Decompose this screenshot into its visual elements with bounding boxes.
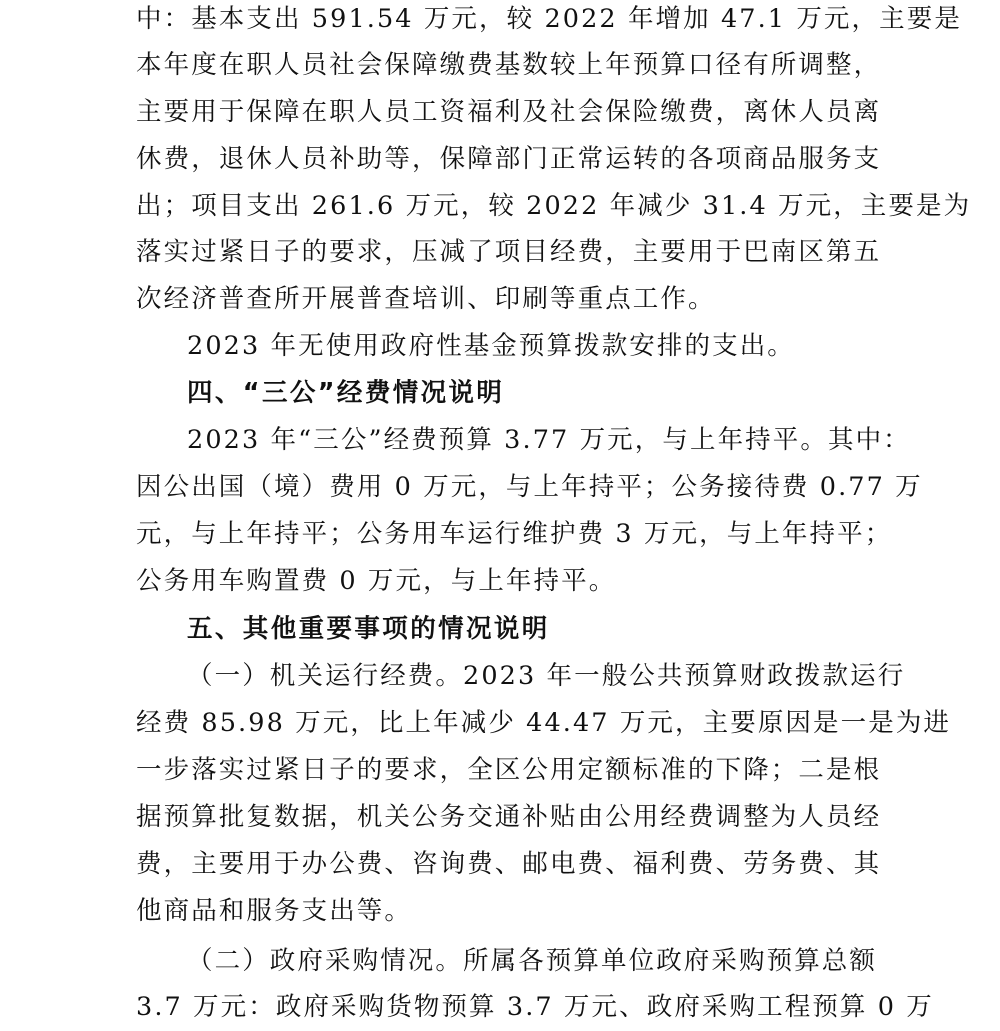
body-text-line: 因公出国（境）费用 0 万元，与上年持平；公务接待费 0.77 万 xyxy=(136,472,923,502)
body-text-line: 费，主要用于办公费、咨询费、邮电费、福利费、劳务费、其 xyxy=(136,849,882,879)
body-text-line: 主要用于保障在职人员工资福利及社会保险缴费，离休人员离 xyxy=(136,97,882,127)
body-text-line: 公务用车购置费 0 万元，与上年持平。 xyxy=(136,566,617,596)
body-text-line: （一）机关运行经费。2023 年一般公共预算财政拨款运行 xyxy=(187,661,906,691)
body-text-line: 休费，退休人员补助等，保障部门正常运转的各项商品服务支 xyxy=(136,144,882,174)
body-text-line: 他商品和服务支出等。 xyxy=(136,896,413,926)
body-text-line: 经费 85.98 万元，比上年减少 44.47 万元，主要原因是一是为进 xyxy=(136,708,952,738)
body-text-line: 次经济普查所开展普查培训、印刷等重点工作。 xyxy=(136,284,716,314)
body-text-line: 中：基本支出 591.54 万元，较 2022 年增加 47.1 万元，主要是 xyxy=(136,4,962,34)
body-text-line: 元，与上年持平；公务用车运行维护费 3 万元，与上年持平； xyxy=(136,519,893,549)
body-text-line: 2023 年无使用政府性基金预算拨款安排的支出。 xyxy=(187,331,795,361)
body-text-line: 落实过紧日子的要求，压减了项目经费，主要用于巴南区第五 xyxy=(136,237,882,267)
section-heading: 五、其他重要事项的情况说明 xyxy=(187,614,550,644)
body-text-line: 出；项目支出 261.6 万元，较 2022 年减少 31.4 万元，主要是为 xyxy=(136,191,972,221)
body-text-line: 本年度在职人员社会保障缴费基数较上年预算口径有所调整， xyxy=(136,50,882,80)
body-text-line: 2023 年“三公”经费预算 3.77 万元，与上年持平。其中： xyxy=(187,425,911,455)
section-heading: 四、“三公”经费情况说明 xyxy=(187,378,505,408)
body-text-line: 据预算批复数据，机关公务交通补贴由公用经费调整为人员经 xyxy=(136,802,882,832)
body-text-line: （二）政府采购情况。所属各预算单位政府采购预算总额 xyxy=(187,946,878,976)
body-text-line: 3.7 万元：政府采购货物预算 3.7 万元、政府采购工程预算 0 万 xyxy=(136,992,934,1022)
body-text-line: 一步落实过紧日子的要求，全区公用定额标准的下降；二是根 xyxy=(136,755,882,785)
